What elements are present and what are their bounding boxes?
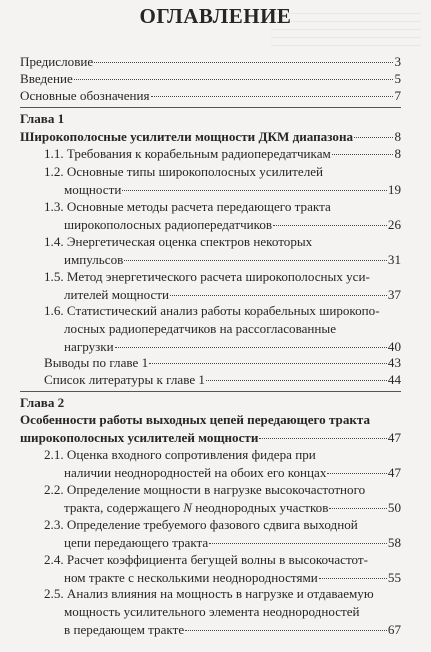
dot-leader <box>74 79 394 80</box>
dot-leader <box>273 225 387 226</box>
toc-entry-2-5[interactable]: 2.5. Анализ влияния на мощность в нагрузке и отдаваемую мощность усилительного элемента неоднородностей в передающем тракте 67 <box>44 586 401 637</box>
dot-leader <box>327 473 387 474</box>
dot-leader <box>354 137 393 138</box>
section-rule <box>20 391 401 392</box>
toc-entry-1-3[interactable]: 1.3. Основные методы расчета передающего тракта широкополосных радиопередатчиков 26 <box>44 199 401 232</box>
chapter-1-label: Глава 1 <box>20 111 65 126</box>
page-number: 44 <box>387 372 401 387</box>
toc-entry-introduction[interactable]: Введение 5 <box>20 71 401 86</box>
dot-leader <box>149 363 387 364</box>
dot-leader <box>185 630 387 631</box>
dot-leader <box>259 438 387 439</box>
dot-leader <box>122 190 387 191</box>
toc-entry-2-1[interactable]: 2.1. Оценка входного сопротивления фидера при наличии неоднородностей на обоих его концах 47 <box>44 447 401 480</box>
chapter-1-title[interactable]: Широкополосные усилители мощности ДКМ диапазона 8 <box>20 129 401 144</box>
page-number: 37 <box>387 286 401 302</box>
page-number: 31 <box>387 251 401 267</box>
toc-entry-2-3[interactable]: 2.3. Определение требуемого фазового сдвига выходной цепи передающего тракта 58 <box>44 517 401 550</box>
toc-entry-preface[interactable]: Предисловие 3 <box>20 54 401 69</box>
page-number: 50 <box>387 499 401 515</box>
dot-leader <box>329 508 386 509</box>
dot-leader <box>332 154 394 155</box>
dot-leader <box>115 347 387 348</box>
dot-leader <box>170 295 387 296</box>
page-number: 8 <box>394 146 401 161</box>
dot-leader <box>124 260 387 261</box>
dot-leader <box>94 62 393 63</box>
page-number: 7 <box>394 88 401 103</box>
dot-leader <box>206 380 387 381</box>
toc-entry-1-2[interactable]: 1.2. Основные типы широкополосных усилителей мощности 19 <box>44 164 401 197</box>
toc-entry-chapter-1-conclusions[interactable]: Выводы по главе 1 43 <box>44 355 401 370</box>
chapter-2-label: Глава 2 <box>20 395 65 410</box>
dot-leader <box>151 96 394 97</box>
dot-leader <box>209 543 387 544</box>
toc-entry-2-4[interactable]: 2.4. Расчет коэффициента бегущей волны в высокочастот- ном тракте с несколькими неоднородностями 55 <box>44 552 401 585</box>
section-rule <box>20 107 401 108</box>
page-number: 26 <box>387 216 401 232</box>
toc-entry-1-5[interactable]: 1.5. Метод энергетического расчета широкополосных уси- лителей мощности 37 <box>44 269 401 302</box>
dot-leader <box>319 578 387 579</box>
page-number: 47 <box>387 429 401 445</box>
toc-entry-2-2[interactable]: 2.2. Определение мощности в нагрузке высокочастотного тракта, содержащего N неоднородных участков 50 <box>44 482 401 515</box>
page-number: 5 <box>394 71 401 86</box>
page-number: 67 <box>387 621 401 637</box>
toc-entry-1-1[interactable]: 1.1. Требования к корабельным радиопередатчикам 8 <box>44 146 401 161</box>
chapter-2-title[interactable]: Особенности работы выходных цепей передающего тракта широкополосных усилителей мощности 47 <box>20 412 401 445</box>
page-number: 8 <box>394 129 401 144</box>
toc-entry-1-4[interactable]: 1.4. Энергетическая оценка спектров некоторых импульсов 31 <box>44 234 401 267</box>
page-number: 40 <box>387 338 401 354</box>
toc-entry-1-6[interactable]: 1.6. Статистический анализ работы корабельных широкопо- лосных радиопередатчиков на рассогласованные нагрузки 40 <box>44 303 401 354</box>
page-number: 47 <box>387 464 401 480</box>
page-number: 58 <box>387 534 401 550</box>
page-number: 3 <box>394 54 401 69</box>
page-number: 43 <box>387 355 401 370</box>
toc-entry-chapter-1-references[interactable]: Список литературы к главе 1 44 <box>44 372 401 387</box>
page-title: ОГЛАВЛЕНИЕ <box>139 4 292 28</box>
toc-entry-notation[interactable]: Основные обозначения 7 <box>20 88 401 103</box>
page-number: 19 <box>387 181 401 197</box>
page-number: 55 <box>387 569 401 585</box>
